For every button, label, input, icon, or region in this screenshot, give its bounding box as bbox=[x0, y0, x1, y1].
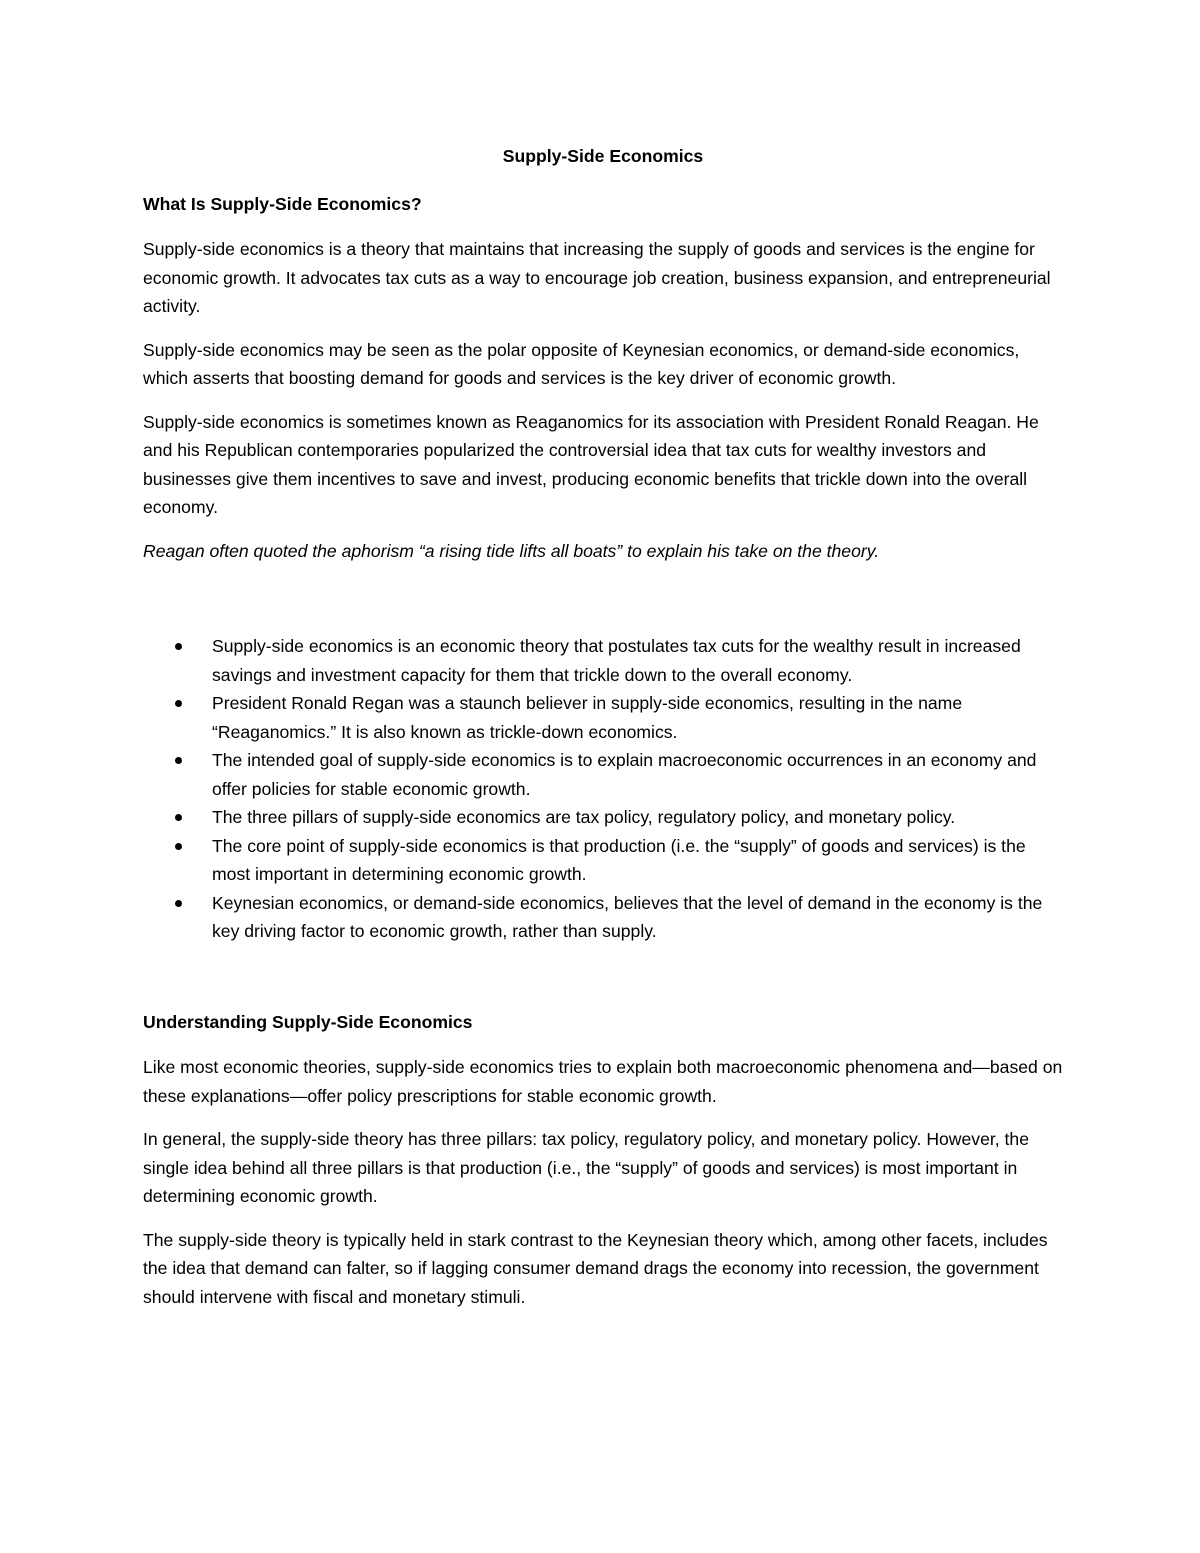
paragraph: The supply-side theory is typically held in stark contrast to the Keynesian theory which, among other facets, includes the idea that demand can falter, so if lagging consumer demand drags the economy into recession, the government should intervene with fiscal and monetary stimuli. bbox=[143, 1229, 1048, 1307]
paragraph: Supply-side economics is a theory that maintains that increasing the supply of goods and services is the engine for economic growth. It advocates tax cuts as a way to encourage job creation, business expansion, and entrepreneurial activity. bbox=[143, 239, 1051, 316]
bullet-icon bbox=[175, 814, 182, 821]
list-item bbox=[143, 832, 1063, 889]
bullet-icon bbox=[175, 643, 182, 650]
list-item-text: The intended goal of supply-side economics is to explain macroeconomic occurrences in an economy and offer policies for stable economic growth. bbox=[212, 750, 1037, 799]
paragraph: Supply-side economics is sometimes known as Reaganomics for its association with President Ronald Reagan. He and his Republican contemporaries popularized the controversial idea that tax cuts for wealthy investors and businesses give them incentives to save and invest, producing economic benefits that trickle down into the overall economy. bbox=[143, 411, 1039, 517]
section-heading-understanding: Understanding Supply-Side Economics bbox=[143, 1011, 473, 1032]
list-item bbox=[143, 746, 1063, 803]
list-item bbox=[143, 889, 1063, 946]
list-item bbox=[143, 803, 1063, 832]
list-item-text: The core point of supply-side economics is that production (i.e. the “supply” of goods and services) is the most important in determining economic growth. bbox=[212, 835, 1026, 884]
bullet-icon bbox=[175, 843, 182, 850]
bullet-icon bbox=[175, 700, 182, 707]
list-item-text: Keynesian economics, or demand-side economics, believes that the level of demand in the economy is the key driving factor to economic growth, rather than supply. bbox=[212, 892, 1043, 941]
document-body bbox=[143, 142, 1063, 1326]
document-title: Supply-Side Economics bbox=[502, 146, 704, 166]
paragraph: Like most economic theories, supply-side economics tries to explain both macroeconomic phenomena and—based on these explanations—offer policy prescriptions for stable economic growth. bbox=[143, 1057, 1063, 1106]
key-takeaways-list bbox=[143, 632, 1063, 946]
list-item-text: President Ronald Regan was a staunch believer in supply-side economics, resulting in the name “Reaganomics.” It is also known as trickle-down economics. bbox=[212, 693, 963, 742]
paragraph: Supply-side economics may be seen as the polar opposite of Keynesian economics, or demand-side economics, which asserts that boosting demand for goods and services is the key driver of economic growth. bbox=[143, 339, 1020, 388]
list-item bbox=[143, 689, 1063, 746]
list-item-text: Supply-side economics is an economic theory that postulates tax cuts for the wealthy result in increased savings and investment capacity for them that trickle down to the overall economy. bbox=[212, 636, 1021, 685]
bullet-icon bbox=[175, 900, 182, 907]
bullet-icon bbox=[175, 757, 182, 764]
section-heading-what-is: What Is Supply-Side Economics? bbox=[143, 193, 422, 214]
list-item bbox=[143, 632, 1063, 689]
list-item-text: The three pillars of supply-side economics are tax policy, regulatory policy, and monetary policy. bbox=[212, 807, 956, 827]
italic-quote-paragraph: Reagan often quoted the aphorism “a rising tide lifts all boats” to explain his take on the theory. bbox=[143, 540, 880, 561]
paragraph: In general, the supply-side theory has three pillars: tax policy, regulatory policy, and monetary policy. However, the single idea behind all three pillars is that production (i.e., the “supply” of goods and services) is most important in determining economic growth. bbox=[143, 1129, 1029, 1206]
